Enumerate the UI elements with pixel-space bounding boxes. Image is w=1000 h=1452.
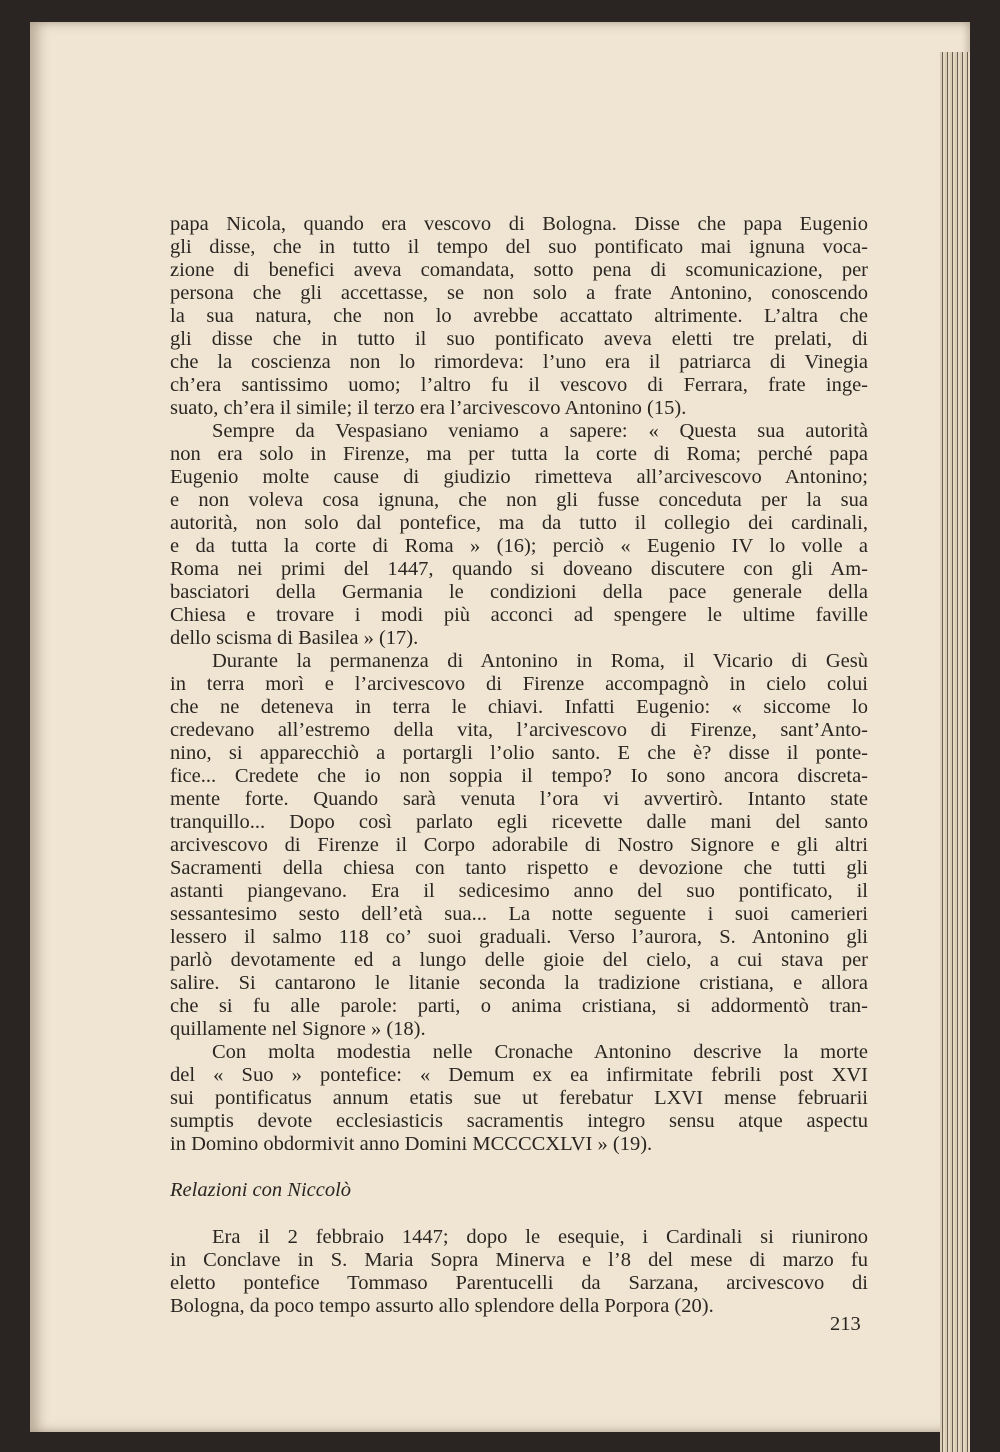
text-line: quillamente nel Signore » (18). [170,1018,426,1040]
text-line: basciatori della Germania le condizioni della pace generale della [170,581,868,603]
text-line: astanti piangevano. Era il sedicesimo anno del suo pontificato, il [170,880,868,902]
text-line: del « Suo » pontefice: « Demum ex ea infirmitate febrili post XVI [170,1064,868,1086]
text-line: parlò devotamente ed a lungo delle gioie del cielo, a cui stava per [170,949,868,971]
text-line: sui pontificatus annum etatis sue ut ferebatur LXVI mense februarii [170,1087,868,1109]
text-line: Con molta modestia nelle Cronache Antonino descrive la morte [212,1041,868,1063]
text-line: suato, ch’era il simile; il terzo era l’arcivescovo Antonino (15). [170,397,687,419]
paragraph [170,420,868,650]
page-number: 213 [830,1313,861,1335]
text-line: Bologna, da poco tempo assurto allo splendore della Porpora (20). [170,1295,714,1317]
text-line: che la coscienza non lo rimordeva: l’uno era il patriarca di Vinegia [170,351,868,373]
text-line: ch’era santissimo uomo; l’altro fu il vescovo di Ferrara, frate inge- [170,374,868,396]
text-line: non era solo in Firenze, ma per tutta la corte di Roma; perché papa [170,443,868,465]
section-heading: Relazioni con Niccolò [170,1179,352,1201]
text-line: in terra morì e l’arcivescovo di Firenze accompagnò in cielo colui [170,673,868,695]
paragraphs-after-heading [170,1226,868,1318]
text-line: nino, si apparecchiò a portargli l’olio santo. E che è? disse il ponte- [170,742,868,764]
text-line: eletto pontefice Tommaso Parentucelli da Sarzana, arcivescovo di [170,1272,868,1294]
text-line: papa Nicola, quando era vescovo di Bologna. Disse che papa Eugenio [170,213,868,235]
text-line: in Domino obdormivit anno Domini MCCCCXLVI » (19). [170,1133,653,1155]
paragraph [170,1041,868,1156]
text-line: la sua natura, che non lo avrebbe accattato altrimente. L’altra che [170,305,868,327]
text-line: Roma nei primi del 1447, quando si doveano discutere con gli Am- [170,558,868,580]
text-line: tranquillo... Dopo così parlato egli ricevette dalle mani del santo [170,811,868,833]
book-page [30,22,970,1432]
text-line: Durante la permanenza di Antonino in Roma, il Vicario di Gesù [212,650,868,672]
text-line: Eugenio molte cause di giudizio rimetteva all’arcivescovo Antonino; [170,466,868,488]
text-line: salire. Si cantarono le litanie seconda la tradizione cristiana, e allora [170,972,868,994]
text-line: persona che gli accettasse, se non solo a frate Antonino, conoscendo [170,282,868,304]
text-line: sumptis devote ecclesiasticis sacramentis integro sensu atque aspectu [170,1110,868,1132]
text-line: in Conclave in S. Maria Sopra Minerva e l’8 del mese di marzo fu [170,1249,868,1271]
text-line: che si fu alle parole: parti, o anima cristiana, si addormentò tran- [170,995,868,1017]
text-line: e da tutta la corte di Roma » (16); perciò « Eugenio IV lo volle a [170,535,868,557]
text-line: gli disse che in tutto il suo pontificato aveva eletti tre prelati, di [170,328,868,350]
text-line: Sacramenti della chiesa con tanto rispetto e devozione che tutti gli [170,857,868,879]
text-line: fice... Credete che io non soppia il tempo? Io sono ancora discreta- [170,765,868,787]
text-line: lessero il salmo 118 co’ suoi graduali. Verso l’aurora, S. Antonino gli [170,926,868,948]
text-line: arcivescovo di Firenze il Corpo adorabile di Nostro Signore e gli altri [170,834,868,856]
text-line: Era il 2 febbraio 1447; dopo le esequie, i Cardinali si riunirono [212,1226,868,1248]
text-line: credevano all’estremo della vita, l’arcivescovo di Firenze, sant’Anto- [170,719,868,741]
paragraph [170,650,868,1041]
text-line: Chiesa e trovare i modi più acconci ad spengere le ultime faville [170,604,868,626]
text-line: mente forte. Quando sarà venuta l’ora vi avvertirò. Intanto state [170,788,868,810]
page-stack-edge [940,52,970,1452]
text-line: gli disse, che in tutto il tempo del suo pontificato mai ignuna voca- [170,236,868,258]
text-line: che ne deteneva in terra le chiavi. Infatti Eugenio: « siccome lo [170,696,868,718]
text-line: dello scisma di Basilea » (17). [170,627,419,649]
paragraphs-before-heading [170,213,868,1156]
text-line: e non voleva cosa ignuna, che non gli fusse conceduta per la sua [170,489,868,511]
text-line: sessantesimo sesto dell’età sua... La notte seguente i suoi camerieri [170,903,868,925]
paragraph [170,213,868,420]
paragraph [170,1226,868,1318]
text-line: zione di benefici aveva comandata, sotto pena di scomunicazione, per [170,259,868,281]
text-line: autorità, non solo dal pontefice, ma da tutto il collegio dei cardinali, [170,512,868,534]
body-text [170,213,868,1318]
text-line: Sempre da Vespasiano veniamo a sapere: « Questa sua autorità [212,420,868,442]
